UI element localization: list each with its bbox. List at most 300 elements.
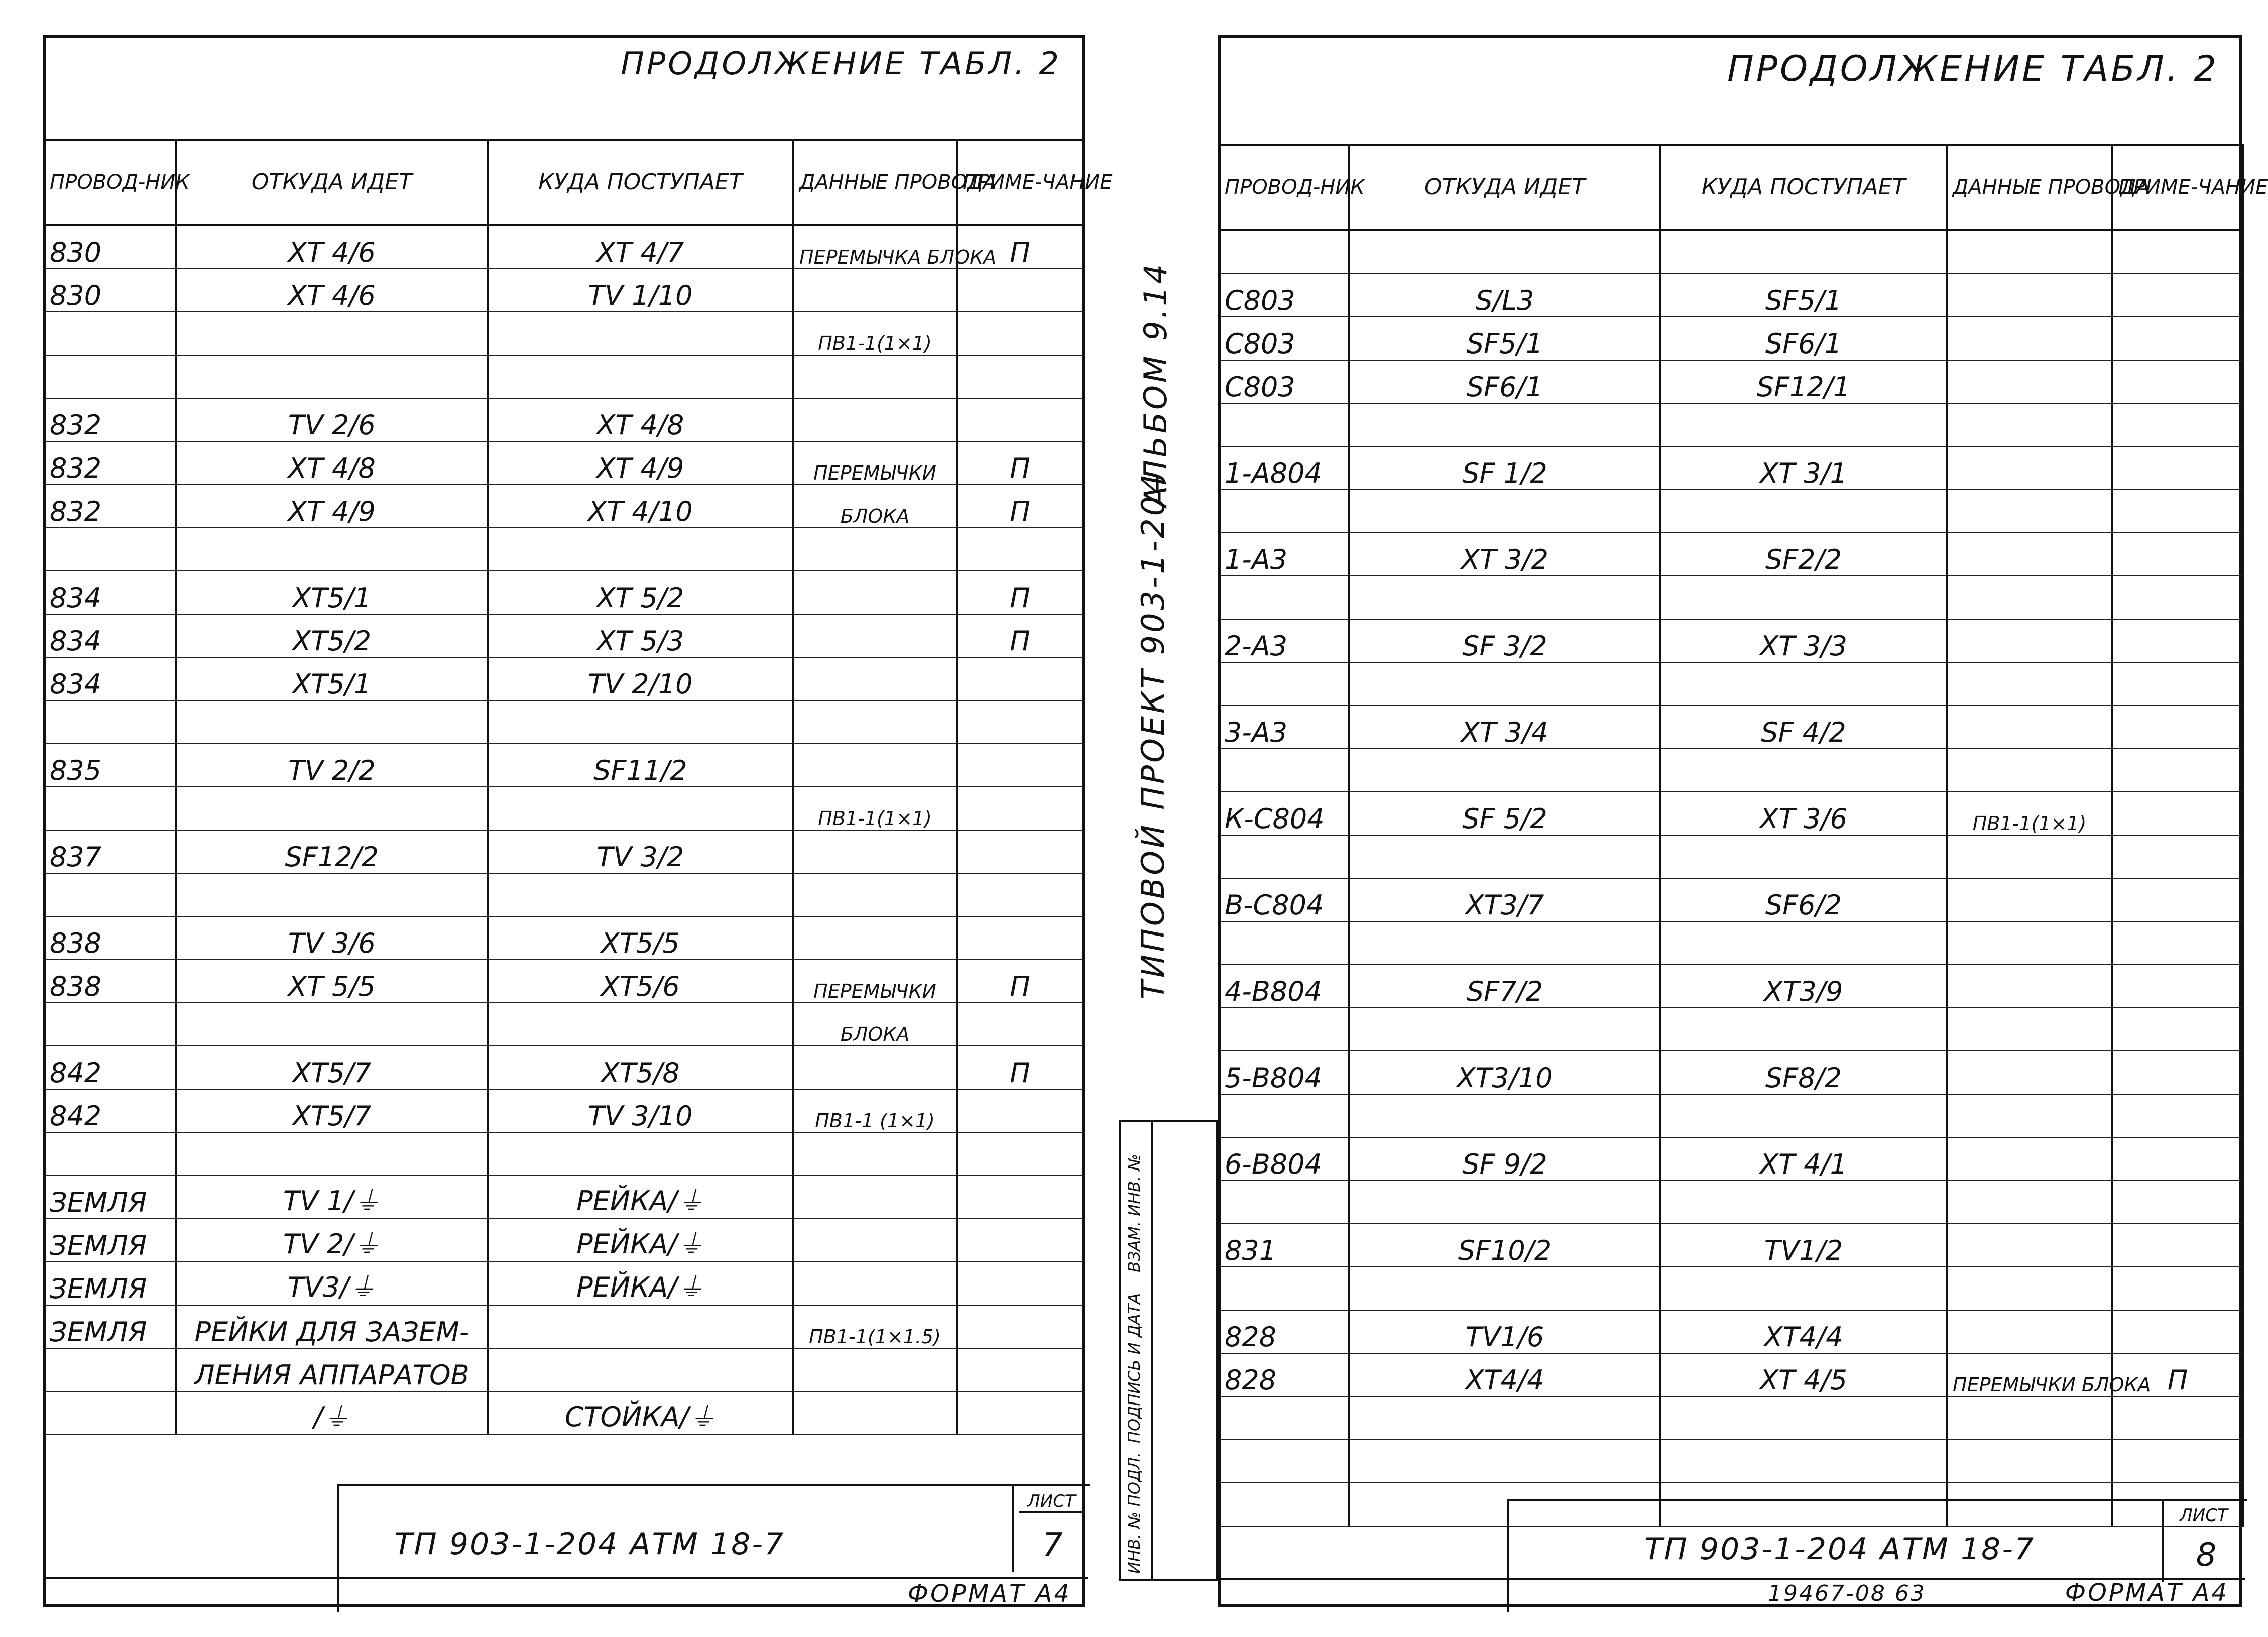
- wire-cell: [44, 787, 176, 830]
- table-row: [1219, 835, 2243, 878]
- col-header-note: ПРИМЕ-ЧАНИЕ: [2112, 145, 2243, 230]
- from-cell: [1349, 230, 1660, 274]
- from-cell: [1349, 490, 1660, 533]
- wire-cell: [1219, 1008, 1349, 1051]
- table-row: [1219, 1008, 2243, 1051]
- from-cell: [176, 528, 488, 571]
- note-cell: [2112, 360, 2243, 403]
- wire-cell: [44, 1348, 176, 1391]
- wire-data-cell: [793, 916, 957, 960]
- from-cell: XT3/10: [1349, 1051, 1660, 1094]
- wire-cell: [1219, 921, 1349, 965]
- to-cell: SF2/2: [1660, 533, 1947, 576]
- table-row: [1219, 576, 2243, 619]
- note-cell: [957, 355, 1084, 398]
- from-cell: TV 2/2: [176, 744, 488, 787]
- wire-data-cell: [1947, 1310, 2112, 1353]
- table-row: [44, 744, 1084, 787]
- left-sheet: [43, 35, 1113, 1608]
- wire-data-cell: ПВ1-1(1×1): [793, 787, 957, 830]
- from-cell: [1349, 403, 1660, 446]
- note-cell: [2112, 1440, 2243, 1483]
- note-cell: [2112, 792, 2243, 835]
- table-row: [1219, 1267, 2243, 1310]
- note-cell: [957, 744, 1084, 787]
- wire-cell: [1219, 403, 1349, 446]
- table-row: [44, 312, 1084, 355]
- to-cell: [488, 1348, 793, 1391]
- spine-label-inv: ИНВ. № ПОДЛ.: [1125, 1452, 1144, 1574]
- wire-cell: [44, 700, 176, 744]
- wire-data-cell: [1947, 446, 2112, 490]
- to-cell: [488, 1305, 793, 1348]
- to-cell: XT5/8: [488, 1046, 793, 1089]
- col-header-from: ОТКУДА ИДЕТ: [176, 140, 488, 225]
- note-cell: [2112, 1137, 2243, 1181]
- wire-data-cell: БЛОКА: [793, 485, 957, 528]
- table-row: [1219, 403, 2243, 446]
- right-sheet: [1218, 35, 2268, 1607]
- spine-stamp-strip: [1119, 1120, 1218, 1581]
- wire-data-cell: [793, 1046, 957, 1089]
- wire-cell: [1219, 1181, 1349, 1224]
- col-header-wire: ПРОВОД-НИК: [1219, 145, 1349, 230]
- wire-cell: 3-А3: [1219, 706, 1349, 749]
- from-cell: [1349, 1267, 1660, 1310]
- col-header-note: ПРИМЕ-ЧАНИЕ: [957, 140, 1084, 225]
- right-format: ФОРМАТ А4: [2065, 1579, 2229, 1607]
- note-cell: [2112, 1094, 2243, 1137]
- table-row: [44, 528, 1084, 571]
- wire-cell: 842: [44, 1046, 176, 1089]
- left-header-row: [44, 140, 1084, 225]
- left-stamp-code: ТП 903-1-204 АТМ 18-7: [394, 1527, 785, 1562]
- note-cell: [2112, 619, 2243, 662]
- to-cell: XT5/5: [488, 916, 793, 960]
- from-cell: XT 3/4: [1349, 706, 1660, 749]
- table-row: [44, 657, 1084, 700]
- wire-cell: 835: [44, 744, 176, 787]
- wire-data-cell: [793, 1348, 957, 1391]
- wire-data-cell: [1947, 1440, 2112, 1483]
- table-row: [1219, 1310, 2243, 1353]
- table-row: [1219, 1353, 2243, 1396]
- wire-data-cell: [1947, 360, 2112, 403]
- from-cell: TV1/6: [1349, 1310, 1660, 1353]
- to-cell: XT 4/1: [1660, 1137, 1947, 1181]
- from-cell: [1349, 835, 1660, 878]
- wire-data-cell: [1947, 1137, 2112, 1181]
- from-cell: [1349, 1094, 1660, 1137]
- note-cell: [2112, 446, 2243, 490]
- from-cell: TV 1/⏚: [176, 1176, 488, 1219]
- wire-cell: 834: [44, 614, 176, 657]
- wire-cell: 831: [1219, 1224, 1349, 1267]
- from-cell: XT 4/8: [176, 441, 488, 485]
- wire-cell: 830: [44, 269, 176, 312]
- table-row: [1219, 965, 2243, 1008]
- wire-cell: [1219, 1094, 1349, 1137]
- note-cell: [2112, 1181, 2243, 1224]
- from-cell: XT 5/5: [176, 960, 488, 1003]
- note-cell: П: [957, 1046, 1084, 1089]
- wire-data-cell: [793, 355, 957, 398]
- wire-data-cell: [793, 571, 957, 614]
- wire-cell: ЗЕМЛЯ: [44, 1262, 176, 1305]
- from-cell: XT5/2: [176, 614, 488, 657]
- wire-cell: [1219, 490, 1349, 533]
- note-cell: [2112, 1008, 2243, 1051]
- wire-cell: [44, 528, 176, 571]
- to-cell: SF12/1: [1660, 360, 1947, 403]
- wire-cell: [1219, 835, 1349, 878]
- table-row: [44, 614, 1084, 657]
- wire-cell: К-С804: [1219, 792, 1349, 835]
- note-cell: [957, 1391, 1084, 1435]
- from-cell: SF12/2: [176, 830, 488, 873]
- spine-divider: [1151, 1122, 1153, 1579]
- wire-cell: С803: [1219, 317, 1349, 360]
- wire-data-cell: [1947, 1181, 2112, 1224]
- note-cell: [957, 1089, 1084, 1132]
- table-row: [44, 1176, 1084, 1219]
- from-cell: XT 3/2: [1349, 533, 1660, 576]
- wire-data-cell: [793, 614, 957, 657]
- table-row: [1219, 1396, 2243, 1440]
- table-row: [44, 1262, 1084, 1305]
- left-bottom-rule: [46, 1577, 1088, 1579]
- from-cell: S/L3: [1349, 274, 1660, 317]
- from-cell: [1349, 662, 1660, 706]
- wire-data-cell: [793, 269, 957, 312]
- to-cell: XT3/9: [1660, 965, 1947, 1008]
- table-row: [44, 1003, 1084, 1046]
- from-cell: TV 3/6: [176, 916, 488, 960]
- from-cell: XT 4/6: [176, 225, 488, 269]
- table-row: [1219, 921, 2243, 965]
- from-cell: SF6/1: [1349, 360, 1660, 403]
- col-header-to: КУДА ПОСТУПАЕТ: [1660, 145, 1947, 230]
- wire-data-cell: ПВ1-1(1×1.5): [793, 1305, 957, 1348]
- table-row: [1219, 490, 2243, 533]
- note-cell: [2112, 230, 2243, 274]
- right-sheet-number: 8: [2196, 1537, 2217, 1574]
- from-cell: SF7/2: [1349, 965, 1660, 1008]
- to-cell: TV 3/10: [488, 1089, 793, 1132]
- table-row: [44, 1348, 1084, 1391]
- table-row: [44, 700, 1084, 744]
- table-row: [1219, 274, 2243, 317]
- from-cell: SF5/1: [1349, 317, 1660, 360]
- to-cell: [1660, 403, 1947, 446]
- to-cell: [488, 1003, 793, 1046]
- wire-data-cell: ПЕРЕМЫЧКИ БЛОКА: [1947, 1353, 2112, 1396]
- note-cell: [2112, 835, 2243, 878]
- to-cell: [488, 700, 793, 744]
- to-cell: [488, 873, 793, 916]
- col-header-to: КУДА ПОСТУПАЕТ: [488, 140, 793, 225]
- from-cell: [1349, 1181, 1660, 1224]
- note-cell: [957, 398, 1084, 441]
- note-cell: [957, 269, 1084, 312]
- note-cell: [2112, 706, 2243, 749]
- from-cell: ЛЕНИЯ АППАРАТОВ: [176, 1348, 488, 1391]
- note-cell: П: [957, 571, 1084, 614]
- to-cell: [1660, 1181, 1947, 1224]
- note-cell: [2112, 274, 2243, 317]
- table-row: [1219, 1094, 2243, 1137]
- from-cell: [1349, 921, 1660, 965]
- note-cell: [2112, 317, 2243, 360]
- wire-cell: 832: [44, 398, 176, 441]
- to-cell: XT 4/10: [488, 485, 793, 528]
- table-row: [44, 1046, 1084, 1089]
- table-row: [44, 1219, 1084, 1262]
- wire-data-cell: ПВ1-1 (1×1): [793, 1089, 957, 1132]
- note-cell: П: [957, 614, 1084, 657]
- note-cell: [2112, 1224, 2243, 1267]
- wire-cell: 6-В804: [1219, 1137, 1349, 1181]
- table-row: [1219, 1224, 2243, 1267]
- from-cell: XT4/4: [1349, 1353, 1660, 1396]
- wire-cell: [1219, 230, 1349, 274]
- from-cell: SF 3/2: [1349, 619, 1660, 662]
- spine-album-label: АЛЬБОМ 9.14: [1137, 261, 1174, 507]
- from-cell: [1349, 1008, 1660, 1051]
- right-header-row: [1219, 145, 2243, 230]
- right-sheet-label: ЛИСТ: [2169, 1505, 2239, 1527]
- table-row: [44, 225, 1084, 269]
- col-header-from: ОТКУДА ИДЕТ: [1349, 145, 1660, 230]
- note-cell: [957, 657, 1084, 700]
- wire-cell: 828: [1219, 1310, 1349, 1353]
- note-cell: [957, 528, 1084, 571]
- table-row: [1219, 792, 2243, 835]
- wire-cell: 842: [44, 1089, 176, 1132]
- to-cell: XT4/4: [1660, 1310, 1947, 1353]
- wire-data-cell: [793, 528, 957, 571]
- left-sheet-number: 7: [1042, 1527, 1063, 1564]
- wire-data-cell: [793, 1391, 957, 1435]
- note-cell: [2112, 878, 2243, 921]
- wire-cell: 830: [44, 225, 176, 269]
- left-sheet-label: ЛИСТ: [1019, 1491, 1084, 1513]
- table-row: [44, 269, 1084, 312]
- from-cell: TV 2/6: [176, 398, 488, 441]
- table-row: [44, 830, 1084, 873]
- wire-data-cell: [793, 1262, 957, 1305]
- wire-data-cell: [1947, 619, 2112, 662]
- col-header-wire: ПРОВОД-НИК: [44, 140, 176, 225]
- note-cell: [957, 1003, 1084, 1046]
- wire-data-cell: ПЕРЕМЫЧКИ: [793, 441, 957, 485]
- wire-cell: [1219, 1440, 1349, 1483]
- to-cell: TV 2/10: [488, 657, 793, 700]
- right-stamp-code: ТП 903-1-204 АТМ 18-7: [1644, 1532, 2036, 1567]
- to-cell: XT 5/3: [488, 614, 793, 657]
- spine-project-label: ТИПОВОЙ ПРОЕКТ 903-1-204: [1135, 471, 1171, 999]
- wire-data-cell: [793, 830, 957, 873]
- wire-cell: [1219, 576, 1349, 619]
- note-cell: [957, 1219, 1084, 1262]
- from-cell: XT 4/9: [176, 485, 488, 528]
- to-cell: XT5/6: [488, 960, 793, 1003]
- from-cell: XT5/7: [176, 1046, 488, 1089]
- note-cell: [2112, 749, 2243, 792]
- from-cell: [176, 355, 488, 398]
- note-cell: [957, 700, 1084, 744]
- from-cell: [176, 312, 488, 355]
- from-cell: XT3/7: [1349, 878, 1660, 921]
- to-cell: XT 3/1: [1660, 446, 1947, 490]
- from-cell: [176, 787, 488, 830]
- wire-cell: В-С804: [1219, 878, 1349, 921]
- wire-cell: [1219, 662, 1349, 706]
- wire-cell: 828: [1219, 1353, 1349, 1396]
- right-bottom-code: 19467-08 63: [1768, 1581, 1926, 1606]
- right-sheet-box: [2162, 1501, 2249, 1582]
- note-cell: [957, 1132, 1084, 1176]
- wire-cell: С803: [1219, 274, 1349, 317]
- note-cell: [957, 873, 1084, 916]
- wire-data-cell: [793, 1219, 957, 1262]
- table-row: [44, 873, 1084, 916]
- table-row: [1219, 706, 2243, 749]
- table-row: [1219, 1137, 2243, 1181]
- note-cell: П: [957, 225, 1084, 269]
- wire-cell: 5-В804: [1219, 1051, 1349, 1094]
- note-cell: [957, 787, 1084, 830]
- wire-cell: 1-А3: [1219, 533, 1349, 576]
- note-cell: [2112, 576, 2243, 619]
- note-cell: [2112, 1267, 2243, 1310]
- wire-cell: 838: [44, 916, 176, 960]
- to-cell: [1660, 1094, 1947, 1137]
- note-cell: П: [957, 441, 1084, 485]
- table-row: [44, 787, 1084, 830]
- to-cell: [1660, 230, 1947, 274]
- to-cell: SF8/2: [1660, 1051, 1947, 1094]
- wire-data-cell: [1947, 1267, 2112, 1310]
- from-cell: [176, 700, 488, 744]
- note-cell: [957, 1262, 1084, 1305]
- note-cell: П: [2112, 1353, 2243, 1396]
- note-cell: [2112, 662, 2243, 706]
- from-cell: [176, 873, 488, 916]
- left-table-title: ПРОДОЛЖЕНИЕ ТАБЛ. 2: [621, 45, 1061, 82]
- wire-cell: [1219, 1267, 1349, 1310]
- to-cell: [1660, 1008, 1947, 1051]
- to-cell: РЕЙКА/⏚: [488, 1176, 793, 1219]
- from-cell: TV 2/⏚: [176, 1219, 488, 1262]
- from-cell: [1349, 1440, 1660, 1483]
- wire-data-cell: [1947, 317, 2112, 360]
- from-cell: XT5/1: [176, 571, 488, 614]
- note-cell: [2112, 1396, 2243, 1440]
- table-row: [44, 960, 1084, 1003]
- note-cell: [2112, 1310, 2243, 1353]
- to-cell: [1660, 835, 1947, 878]
- from-cell: [176, 1132, 488, 1176]
- to-cell: SF6/1: [1660, 317, 1947, 360]
- to-cell: XT 4/9: [488, 441, 793, 485]
- wire-data-cell: [1947, 403, 2112, 446]
- wire-data-cell: [1947, 533, 2112, 576]
- note-cell: П: [957, 485, 1084, 528]
- wire-data-cell: [1947, 1224, 2112, 1267]
- from-cell: РЕЙКИ ДЛЯ ЗАЗЕМ-: [176, 1305, 488, 1348]
- wire-cell: 2-А3: [1219, 619, 1349, 662]
- note-cell: [957, 1348, 1084, 1391]
- note-cell: [2112, 921, 2243, 965]
- wire-cell: С803: [1219, 360, 1349, 403]
- wire-cell: 4-В804: [1219, 965, 1349, 1008]
- table-row: [1219, 1051, 2243, 1094]
- from-cell: SF10/2: [1349, 1224, 1660, 1267]
- note-cell: [957, 916, 1084, 960]
- wire-cell: 838: [44, 960, 176, 1003]
- to-cell: XT 4/7: [488, 225, 793, 269]
- table-row: [1219, 446, 2243, 490]
- wire-data-cell: [1947, 1008, 2112, 1051]
- left-wire-table: [43, 139, 1113, 1435]
- wire-data-cell: [1947, 835, 2112, 878]
- to-cell: [488, 787, 793, 830]
- to-cell: [488, 1132, 793, 1176]
- wire-data-cell: [1947, 706, 2112, 749]
- table-row: [1219, 878, 2243, 921]
- note-cell: [2112, 533, 2243, 576]
- wire-data-cell: [1947, 490, 2112, 533]
- wire-cell: [44, 873, 176, 916]
- wire-cell: 1-А804: [1219, 446, 1349, 490]
- to-cell: XT 4/8: [488, 398, 793, 441]
- wire-data-cell: ПЕРЕМЫЧКА БЛОКА: [793, 225, 957, 269]
- to-cell: [1660, 921, 1947, 965]
- note-cell: [2112, 490, 2243, 533]
- wire-data-cell: [793, 700, 957, 744]
- from-cell: XT 4/6: [176, 269, 488, 312]
- wire-data-cell: ПВ1-1(1×1): [1947, 792, 2112, 835]
- col-header-wire-data: ДАННЫЕ ПРОВОДА: [793, 140, 957, 225]
- wire-data-cell: [793, 1132, 957, 1176]
- from-cell: [1349, 749, 1660, 792]
- from-cell: SF 9/2: [1349, 1137, 1660, 1181]
- to-cell: XT 3/6: [1660, 792, 1947, 835]
- wire-cell: 834: [44, 571, 176, 614]
- wire-data-cell: [793, 398, 957, 441]
- table-row: [1219, 662, 2243, 706]
- to-cell: РЕЙКА/⏚: [488, 1219, 793, 1262]
- note-cell: [2112, 403, 2243, 446]
- to-cell: [1660, 1396, 1947, 1440]
- from-cell: XT5/1: [176, 657, 488, 700]
- table-row: [44, 441, 1084, 485]
- wire-data-cell: [1947, 878, 2112, 921]
- table-row: [44, 916, 1084, 960]
- wire-data-cell: ПВ1-1(1×1): [793, 312, 957, 355]
- wire-data-cell: [1947, 662, 2112, 706]
- wire-data-cell: [1947, 274, 2112, 317]
- to-cell: SF5/1: [1660, 274, 1947, 317]
- wire-data-cell: [793, 657, 957, 700]
- from-cell: /⏚: [176, 1391, 488, 1435]
- wire-cell: 832: [44, 485, 176, 528]
- wire-data-cell: [1947, 749, 2112, 792]
- wire-data-cell: [1947, 576, 2112, 619]
- wire-data-cell: [1947, 921, 2112, 965]
- to-cell: SF6/2: [1660, 878, 1947, 921]
